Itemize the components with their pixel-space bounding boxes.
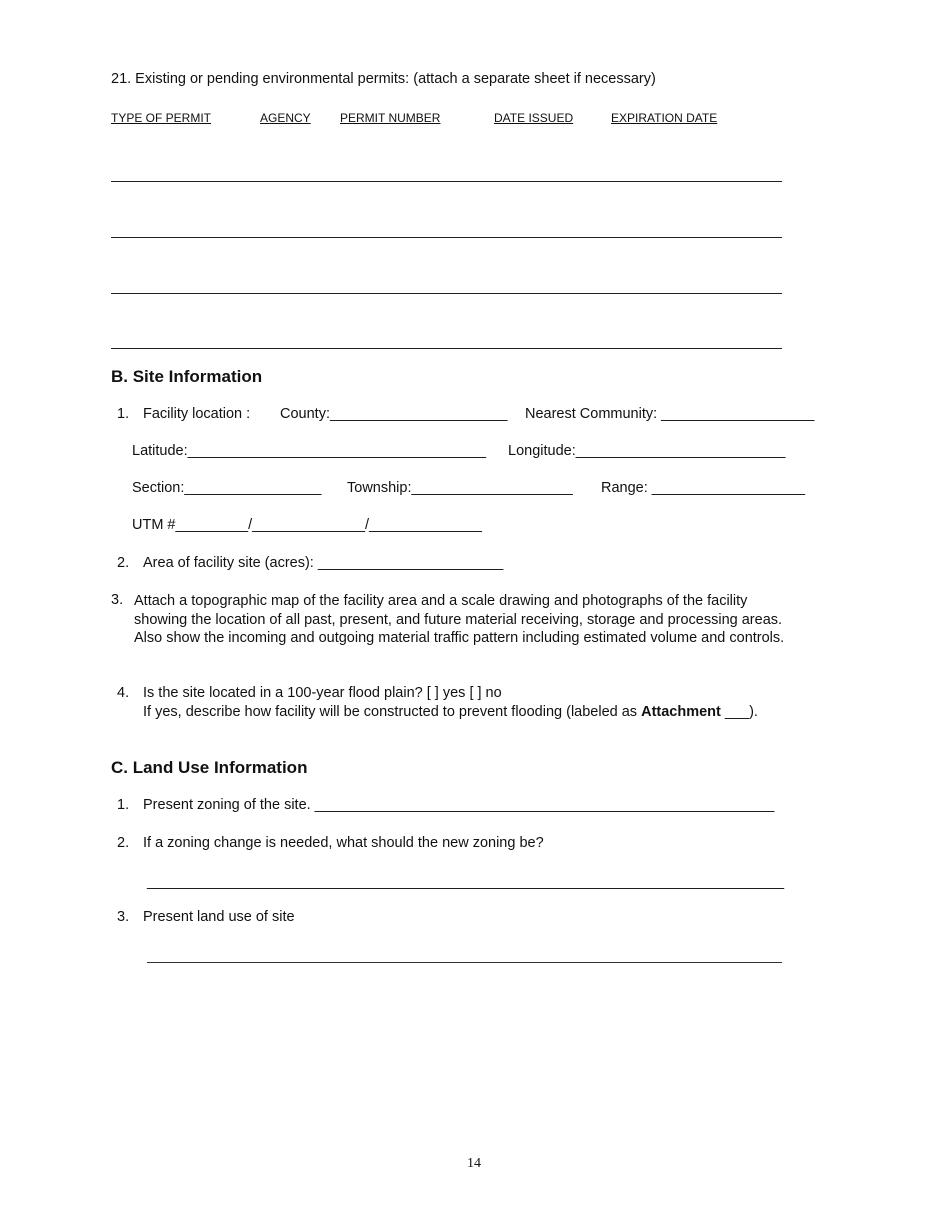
flood-detail-start: If yes, describe how facility will be constructed to prevent flooding (labeled as bbox=[143, 704, 642, 720]
permit-row-line-3[interactable] bbox=[111, 293, 782, 294]
col-type-of-permit: TYPE OF PERMIT bbox=[111, 111, 212, 125]
site-area-field[interactable]: Area of facility site (acres): _______________________ bbox=[143, 555, 504, 571]
col-expiration-date: EXPIRATION DATE bbox=[611, 111, 718, 125]
present-land-use-line[interactable] bbox=[147, 962, 782, 963]
township-field[interactable]: Township:____________________ bbox=[347, 480, 573, 496]
present-land-use-question: Present land use of site bbox=[143, 909, 295, 925]
q21-text: 21. Existing or pending environmental permits: (attach a separate sheet if necessary) bbox=[111, 71, 656, 87]
c2-number: 2. bbox=[117, 835, 130, 851]
utm-field[interactable]: UTM #_________/______________/______________ bbox=[132, 517, 482, 533]
permit-row-line-2[interactable] bbox=[111, 237, 782, 238]
range-field[interactable]: Range: ___________________ bbox=[601, 480, 806, 496]
b4-number: 4. bbox=[117, 685, 130, 701]
attachment-label: Attachment bbox=[641, 704, 721, 720]
zoning-change-question: If a zoning change is needed, what should the new zoning be? bbox=[143, 835, 544, 851]
section-b-title: B. Site Information bbox=[111, 367, 263, 386]
page-number: 14 bbox=[467, 1156, 481, 1171]
flood-detail-end[interactable]: ___). bbox=[720, 704, 758, 720]
present-zoning-field[interactable]: Present zoning of the site. _________________________________________________________ bbox=[143, 797, 775, 813]
nearest-community-field[interactable]: Nearest Community: ___________________ bbox=[525, 406, 815, 422]
latitude-field[interactable]: Latitude:_____________________________________ bbox=[132, 443, 487, 459]
col-permit-number: PERMIT NUMBER bbox=[340, 111, 441, 125]
section-field[interactable]: Section:_________________ bbox=[132, 480, 322, 496]
permit-row-line-1[interactable] bbox=[111, 181, 782, 182]
col-agency: AGENCY bbox=[260, 111, 311, 125]
flood-plain-question[interactable]: Is the site located in a 100-year flood plain? [ ] yes [ ] no bbox=[143, 685, 502, 701]
new-zoning-field[interactable]: _______________________________________________________________________________ bbox=[147, 874, 785, 890]
c3-number: 3. bbox=[117, 909, 130, 925]
col-date-issued: DATE ISSUED bbox=[494, 111, 574, 125]
longitude-field[interactable]: Longitude:__________________________ bbox=[508, 443, 786, 459]
section-c-title: C. Land Use Information bbox=[111, 758, 308, 777]
b3-number: 3. bbox=[111, 592, 124, 608]
flood-plain-detail bbox=[143, 704, 758, 720]
c1-number: 1. bbox=[117, 797, 130, 813]
county-field[interactable]: County:______________________ bbox=[280, 406, 508, 422]
b2-number: 2. bbox=[117, 555, 130, 571]
permit-row-line-4[interactable] bbox=[111, 348, 782, 349]
b1-number: 1. bbox=[117, 406, 130, 422]
b3-text: Attach a topographic map of the facility area and a scale drawing and photographs of the facility showing the location of all past, present, and future material receiving, storage and processing areas. Also show the incoming and outgoing material traffic pattern including estimated volume and controls. bbox=[134, 593, 785, 646]
b1-facility-label: Facility location : bbox=[143, 406, 251, 422]
